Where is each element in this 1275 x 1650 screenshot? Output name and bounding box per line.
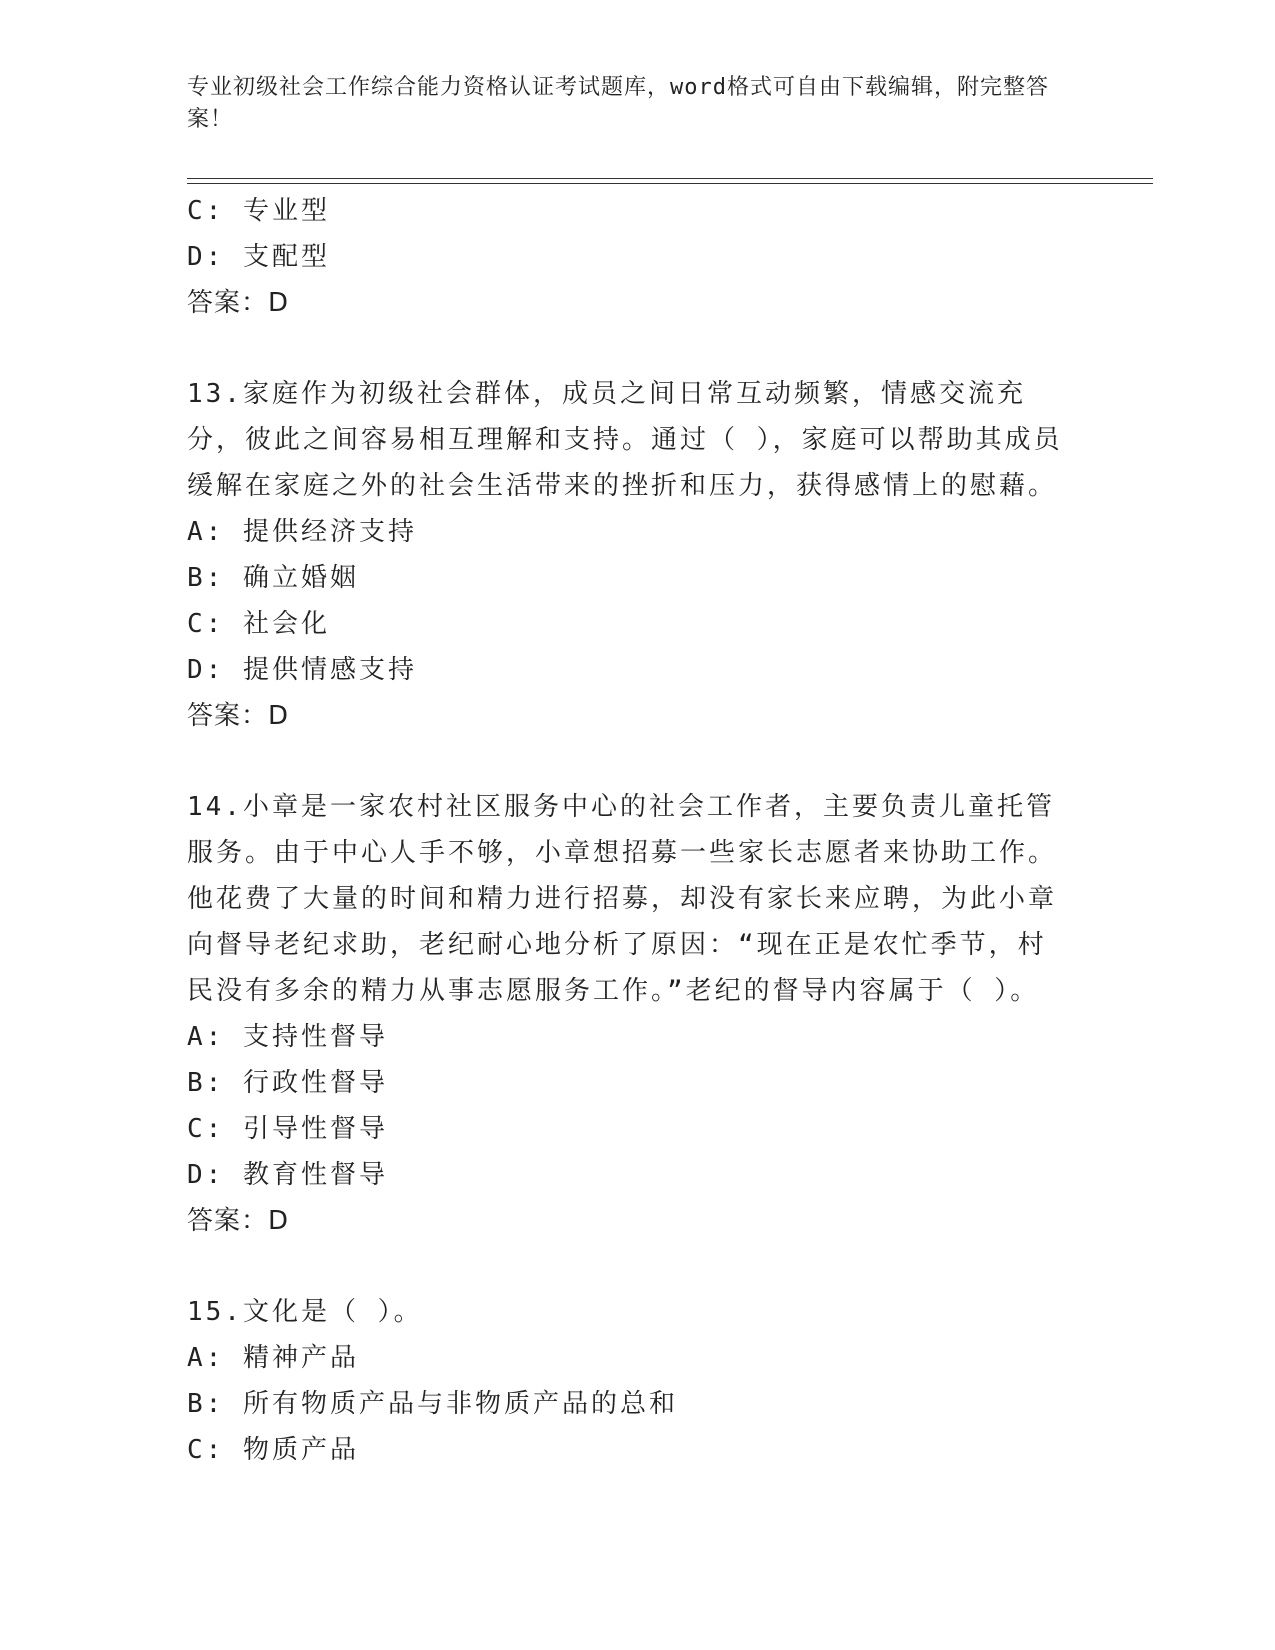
header-rule-top (187, 178, 1153, 179)
question-13 (187, 371, 1087, 739)
header-rule-bottom (187, 183, 1153, 184)
option-c: C: 专业型 (187, 196, 330, 226)
question-12-continued (187, 188, 1087, 326)
option-b: B: 确立婚姻 (187, 563, 359, 593)
option-b: B: 所有物质产品与非物质产品的总和 (187, 1389, 678, 1419)
option-a: A: 精神产品 (187, 1343, 359, 1373)
question-14 (187, 784, 1087, 1244)
document-header: 专业初级社会工作综合能力资格认证考试题库，word格式可自由下载编辑，附完整答案！ (187, 75, 1049, 132)
option-c: C: 引导性督导 (187, 1114, 388, 1144)
question-stem: 15.文化是（ ）。 (187, 1297, 423, 1327)
question-15 (187, 1289, 1087, 1473)
answer-line: 答案：D (187, 1206, 290, 1236)
option-d: D: 教育性督导 (187, 1160, 388, 1190)
option-a: A: 提供经济支持 (187, 517, 417, 547)
option-d: D: 提供情感支持 (187, 655, 417, 685)
question-stem: 13.家庭作为初级社会群体，成员之间日常互动频繁，情感交流充分，彼此之间容易相互理解和支持。通过（ ），家庭可以帮助其成员缓解在家庭之外的社会生活带来的挫折和压力，获得感情上的慰藉。 (187, 379, 1063, 501)
option-c: C: 物质产品 (187, 1435, 359, 1465)
option-c: C: 社会化 (187, 609, 330, 639)
option-d: D: 支配型 (187, 242, 330, 272)
option-a: A: 支持性督导 (187, 1022, 388, 1052)
answer-line: 答案：D (187, 701, 290, 731)
question-list (187, 188, 1087, 1473)
answer-line: 答案：D (187, 288, 290, 318)
option-b: B: 行政性督导 (187, 1068, 388, 1098)
question-stem: 14.小章是一家农村社区服务中心的社会工作者，主要负责儿童托管服务。由于中心人手不够，小章想招募一些家长志愿者来协助工作。他花费了大量的时间和精力进行招募，却没有家长来应聘，为此小章向督导老纪求助，老纪耐心地分析了原因：“现在正是农忙季节，村民没有多余的精力从事志愿服务工作。”老纪的督导内容属于（ ）。 (187, 792, 1058, 1006)
